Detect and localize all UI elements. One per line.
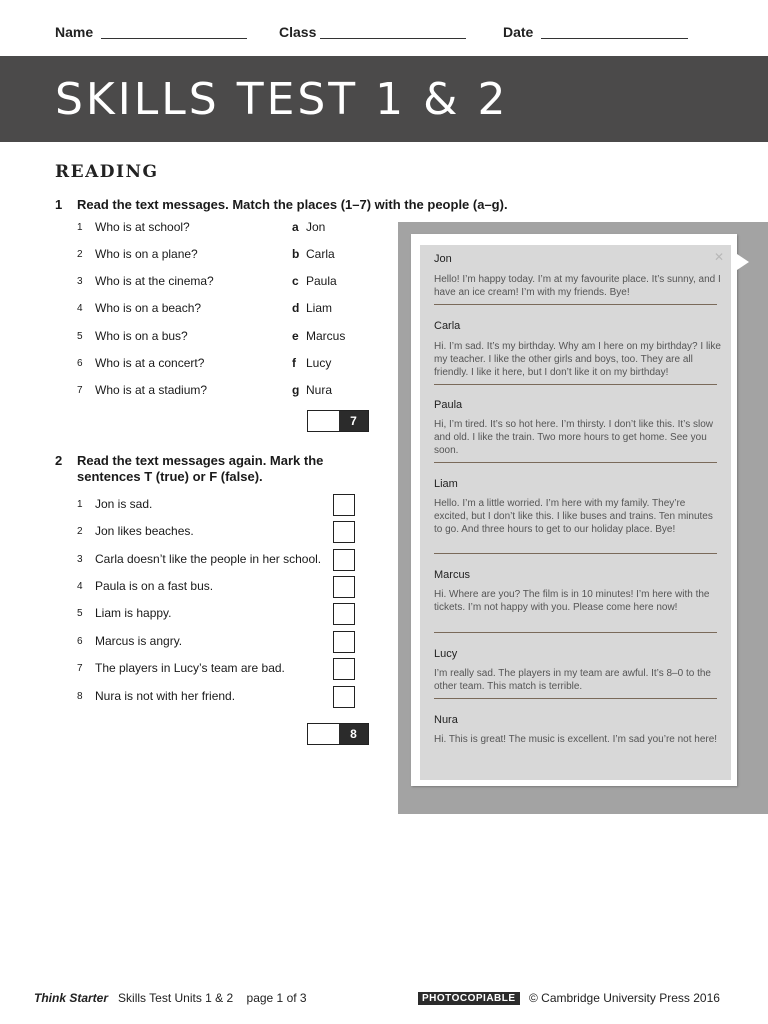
message-divider <box>434 698 717 699</box>
q2-item-text: Marcus is angry. <box>95 634 183 648</box>
q2-item-number: 3 <box>77 554 83 565</box>
q2-answer-box[interactable] <box>333 521 355 543</box>
q1-score-box[interactable] <box>307 410 369 432</box>
q2-item-number: 5 <box>77 608 83 619</box>
q1-option-letter: b <box>292 247 300 261</box>
q2-item-number: 1 <box>77 499 83 510</box>
q2-item-number: 6 <box>77 636 83 647</box>
q1-item-number: 6 <box>77 358 83 369</box>
q1-item-number: 1 <box>77 222 83 233</box>
name-line[interactable] <box>101 38 247 39</box>
message-divider <box>434 304 717 305</box>
date-label: Date <box>503 24 534 40</box>
q1-item-number: 5 <box>77 331 83 342</box>
q1-option-name: Lucy <box>306 356 332 370</box>
q2-score-box[interactable] <box>307 723 369 745</box>
q1-number: 1 <box>55 197 63 212</box>
q2-instruction-line1: Read the text messages again. Mark the <box>77 453 324 468</box>
q2-item-text: Jon likes beaches. <box>95 524 194 538</box>
message-text: I’m really sad. The players in my team are awful. It’s 8–0 to the other team. This match is terrible. <box>434 668 711 692</box>
q1-option-letter: g <box>292 383 300 397</box>
q2-item-text: Paula is on a fast bus. <box>95 579 214 593</box>
q2-answer-box[interactable] <box>333 686 355 708</box>
q1-item-number: 4 <box>77 303 83 314</box>
book-title: Think Starter <box>34 991 109 1005</box>
message-text: Hi, I’m tired. It’s so hot here. I’m thirsty. I don’t like this. It’s slow and old. I like the train. Two more hours to get home. See you soon. <box>434 419 713 456</box>
q1-option-name: Liam <box>306 301 333 315</box>
message-text: Hi. Where are you? The film is in 10 minutes! I’m here with the tickets. I’m not happy with you. Please come here now! <box>434 589 710 613</box>
copyright-notice: © Cambridge University Press 2016 <box>529 991 720 1005</box>
q1-item-number: 2 <box>77 249 83 260</box>
q2-item-number: 8 <box>77 691 83 702</box>
q1-item-number: 3 <box>77 276 83 287</box>
q1-item-text: Who is on a plane? <box>95 247 198 261</box>
q2-item-text: Jon is sad. <box>95 497 153 511</box>
q1-option-name: Paula <box>306 274 337 288</box>
q2-item-text: Liam is happy. <box>95 606 172 620</box>
q2-answer-box[interactable] <box>333 576 355 598</box>
q2-score-total: 8 <box>339 724 368 744</box>
close-icon: ✕ <box>714 250 725 264</box>
message-divider <box>434 632 717 633</box>
q2-item-text: The players in Lucy’s team are bad. <box>95 661 285 675</box>
photocopiable-badge: PHOTOCOPIABLE <box>418 992 520 1005</box>
q1-instruction: Read the text messages. Match the places (1–7) with the people (a–g). <box>77 197 508 212</box>
q2-answer-box[interactable] <box>333 603 355 625</box>
q1-option-name: Nura <box>306 383 333 397</box>
q1-item-text: Who is at school? <box>95 220 190 234</box>
q1-item-text: Who is at a concert? <box>95 356 205 370</box>
q1-option-name: Jon <box>306 220 326 234</box>
message-text: Hi. I’m sad. It’s my birthday. Why am I here on my birthday? I like my teacher. I like the other girls and boys, too. They are all friendly. I like it here, but I don’t like it on my birthday! <box>434 341 721 378</box>
message-sender: Lucy <box>434 648 458 660</box>
name-label: Name <box>55 24 94 40</box>
message-divider <box>434 462 717 463</box>
message-sender: Jon <box>434 253 452 265</box>
q1-item-text: Who is on a beach? <box>95 301 202 315</box>
q2-item-number: 2 <box>77 526 83 537</box>
footer-info <box>34 991 307 1005</box>
test-name: Skills Test Units 1 & 2 <box>118 991 234 1005</box>
class-line[interactable] <box>320 38 466 39</box>
message-divider <box>434 384 717 385</box>
q1-option-name: Carla <box>306 247 335 261</box>
message-text: Hello! I’m happy today. I’m at my favourite place. It’s sunny, and I have an ice cream! I’m with my friends. Bye! <box>434 274 721 298</box>
q1-option-letter: e <box>292 329 299 343</box>
message-text: Hi. This is great! The music is excellent. I’m sad you’re not here! <box>434 734 718 745</box>
date-line[interactable] <box>541 38 688 39</box>
q1-option-name: Marcus <box>306 329 346 343</box>
page-number: page 1 of 3 <box>246 991 307 1005</box>
section-title: READING <box>55 162 159 182</box>
q2-item-number: 4 <box>77 581 83 592</box>
q2-item-number: 7 <box>77 663 83 674</box>
message-sender: Marcus <box>434 569 471 581</box>
q2-number: 2 <box>55 453 63 468</box>
q1-option-letter: f <box>292 356 296 370</box>
message-divider <box>434 553 717 554</box>
message-sender: Paula <box>434 399 463 411</box>
message-sender: Carla <box>434 320 461 332</box>
q1-option-letter: d <box>292 301 300 315</box>
q2-answer-box[interactable] <box>333 549 355 571</box>
q2-item-text: Carla doesn’t like the people in her school. <box>95 552 322 566</box>
q1-option-letter: c <box>292 274 299 288</box>
q2-item-text: Nura is not with her friend. <box>95 689 236 703</box>
q1-score-total: 7 <box>339 411 368 431</box>
message-sender: Nura <box>434 714 458 726</box>
q2-answer-box[interactable] <box>333 658 355 680</box>
q1-option-letter: a <box>292 220 299 234</box>
speech-pointer <box>737 254 749 270</box>
q2-answer-box[interactable] <box>333 494 355 516</box>
q1-item-number: 7 <box>77 385 83 396</box>
q1-item-text: Who is at the cinema? <box>95 274 214 288</box>
q1-item-text: Who is at a stadium? <box>95 383 208 397</box>
q1-item-text: Who is on a bus? <box>95 329 188 343</box>
q2-instruction-line2: sentences T (true) or F (false). <box>77 469 263 484</box>
message-text: Hello. I’m a little worried. I’m here with my family. They’re excited, but I don’t like this. I like buses and trains. Ten minutes to go. And three hours to get to our holiday place. Bye! <box>434 498 713 535</box>
page-title: SKILLS TEST 1 & 2 <box>55 74 509 125</box>
message-sender: Liam <box>434 478 458 490</box>
class-label: Class <box>279 24 317 40</box>
q2-answer-box[interactable] <box>333 631 355 653</box>
